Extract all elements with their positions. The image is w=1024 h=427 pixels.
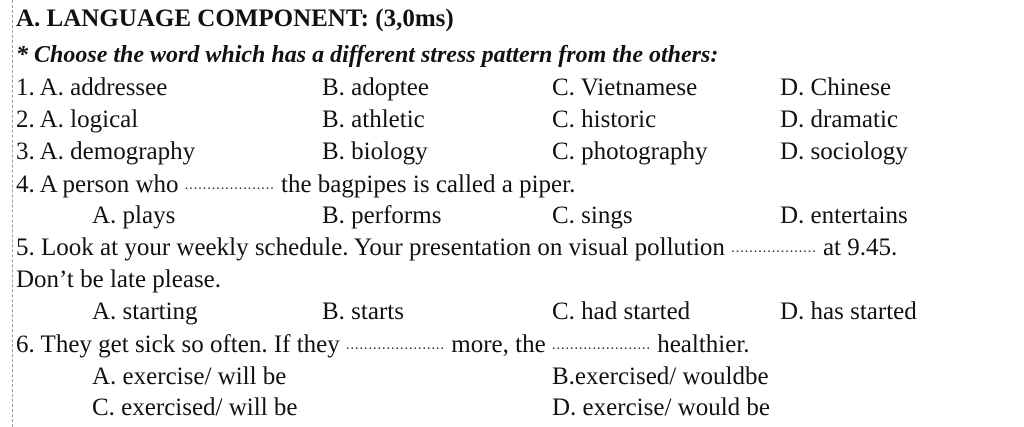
q4-stem <box>16 170 575 201</box>
q2-option-b: B. athletic <box>322 106 425 133</box>
q5-stem-end: at 9.45. <box>822 234 898 261</box>
q6-option-d: D. exercise/ would be <box>552 394 770 421</box>
q1-option-a: 1. A. addressee <box>16 74 168 101</box>
q6-blank-1: ...................... <box>346 338 446 353</box>
q6-blank-2: ...................... <box>551 338 651 353</box>
q2-option-a: 2. A. logical <box>16 106 139 133</box>
q6-stem-end: healthier. <box>657 331 750 358</box>
q2-option-d: D. dramatic <box>780 106 899 133</box>
q1-option-b: B. adoptee <box>322 74 429 101</box>
q4-option-b: B. performs <box>322 202 442 229</box>
section-heading: A. LANGUAGE COMPONENT: (3,0ms) <box>16 5 454 32</box>
q4-stem-end: the bagpipes is called a piper. <box>281 171 576 198</box>
q3-option-a: 3. A. demography <box>16 138 196 165</box>
q4-option-d: D. entertains <box>780 202 908 229</box>
q6-option-a: A. exercise/ will be <box>92 363 287 390</box>
q5-stem-start: 5. Look at your weekly schedule. Your presentation on visual pollution <box>16 234 725 261</box>
q4-blank: .................... <box>184 178 275 193</box>
q3-option-c: C. photography <box>552 138 708 165</box>
instruction: * Choose the word which has a different stress pattern from the others: <box>16 42 719 68</box>
q5-stem <box>16 233 897 264</box>
q4-option-c: C. sings <box>552 202 633 229</box>
q5-blank: ................... <box>731 241 817 256</box>
q6-stem-mid: more, the <box>451 331 546 358</box>
q1-option-d: D. Chinese <box>780 74 892 101</box>
q3-option-b: B. biology <box>322 138 428 165</box>
q6-stem-start: 6. They get sick so often. If they <box>16 331 340 358</box>
q4-option-a: A. plays <box>92 202 176 229</box>
margin-guide-line <box>12 0 13 427</box>
q3-option-d: D. sociology <box>780 138 908 165</box>
q6-stem <box>16 330 750 361</box>
q1-option-c: C. Vietnamese <box>552 74 698 101</box>
q2-option-c: C. historic <box>552 106 657 133</box>
q5-option-c: C. had started <box>552 298 691 325</box>
q5-option-b: B. starts <box>322 298 404 325</box>
q4-stem-start: 4. A person who <box>16 171 179 198</box>
q5-option-d: D. has started <box>780 298 917 325</box>
q5-stem-line2: Don’t be late please. <box>16 266 222 293</box>
q6-option-c: C. exercised/ will be <box>92 394 298 421</box>
q5-option-a: A. starting <box>92 298 198 325</box>
q6-option-b: B.exercised/ wouldbe <box>552 363 769 390</box>
